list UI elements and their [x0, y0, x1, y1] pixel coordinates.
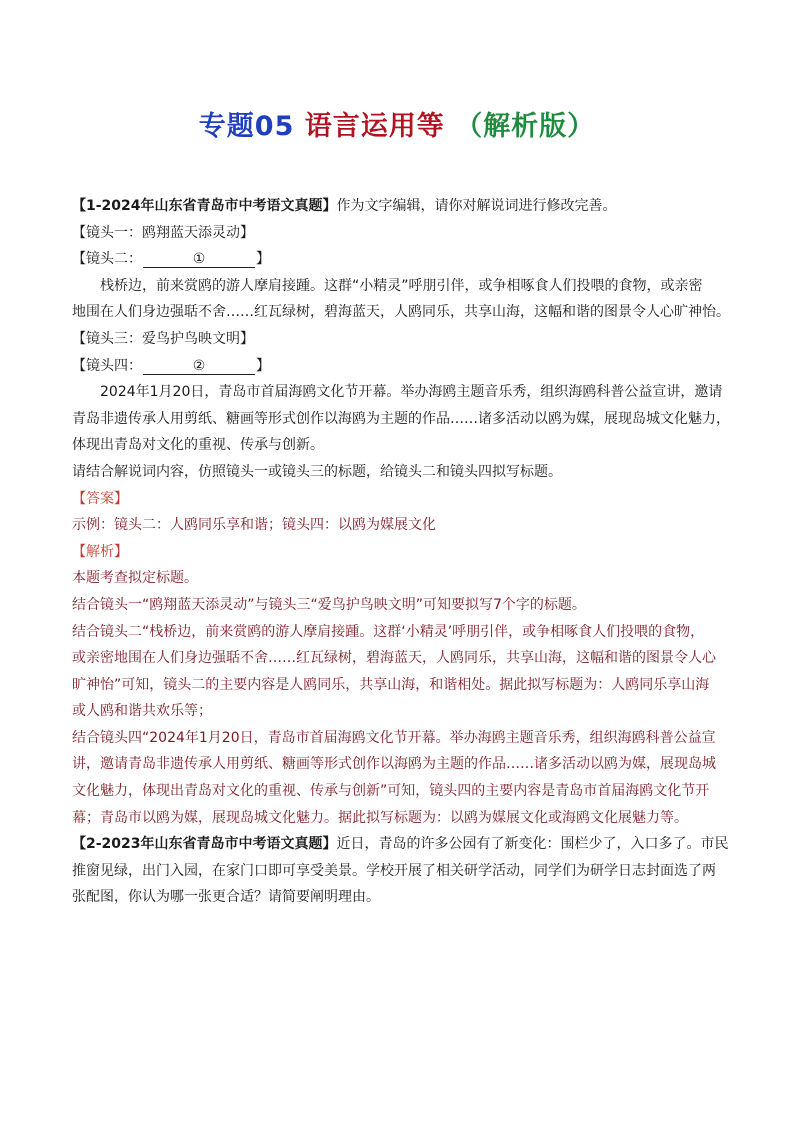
q2-source: 2-2023年山东省青岛市中考语文真题 [86, 836, 323, 853]
analysis-line-8: 讲，邀请青岛非遗传承人用剪纸、糖画等形式创作以海鸥为主题的作品……诸多活动以鸥为媒，展现岛城 [72, 756, 716, 773]
q1-bracket-close: 】 [322, 198, 337, 214]
shot1-title: 【镜头一：鸥翔蓝天添灵动】 [72, 224, 254, 241]
shot2-suffix: 】 [256, 251, 270, 268]
q1-prompt: 作为文字编辑，请你对解说词进行修改完善。 [336, 198, 617, 214]
title-edition: （解析版） [455, 111, 596, 142]
shot4-text-line-2: 青岛非遗传承人用剪纸、糖画等形式创作以海鸥为主题的作品……诸多活动以鸥为媒，展现岛城文化魅力， [72, 410, 730, 427]
answer-text: 示例：镜头二：人鸥同乐享和谐；镜头四：以鸥为媒展文化 [72, 517, 436, 534]
q1-bracket-open: 【 [72, 198, 86, 214]
analysis-line-2: 结合镜头一“鸥翔蓝天添灵动”与镜头三“爱鸟护鸟映文明”可知要拟写7个字的标题。 [72, 596, 586, 613]
analysis-label: 【解析】 [72, 543, 128, 560]
analysis-line-6: 或人鸥和谐共欢乐等； [72, 703, 212, 720]
shot2-text-line-1: 栈桥边，前来赏鸥的游人摩肩接踵。这群“小精灵”呼朋引伴，或争相啄食人们投喂的食物，或亲密 [100, 277, 703, 294]
q1-source: 1-2024年山东省青岛市中考语文真题 [86, 198, 323, 214]
analysis-line-7: 结合镜头四“2024年1月20日，青岛市首届海鸥文化节开幕。举办海鸥主题音乐秀，组织海鸥科普公益宣 [72, 729, 716, 746]
analysis-line-5: 旷神怡”可知，镜头二的主要内容是人鸥同乐，共享山海，和谐相处。据此拟写标题为：人鸥同乐享山海 [72, 676, 710, 693]
q1-header [72, 193, 732, 220]
q2-text-line-2: 推窗见绿，出门入园，在家门口即可享受美景。学校开展了相关研学活动，同学们为研学日志封面选了两 [72, 862, 716, 879]
answer-label: 【答案】 [72, 490, 128, 507]
shot4-title [72, 353, 732, 380]
analysis-line-3: 结合镜头二“栈桥边，前来赏鸥的游人摩肩接踵。这群‘小精灵’呼朋引伴，或争相啄食人们投喂的食物， [72, 623, 705, 640]
q2-bracket-open: 【 [72, 836, 86, 853]
shot4-prefix: 【镜头四： [72, 357, 142, 374]
shot3-title: 【镜头三：爱鸟护鸟映文明】 [72, 330, 254, 347]
title-topic-number: 专题05 [198, 111, 295, 142]
analysis-line-4: 或亲密地围在人们身边强聒不舍……红瓦绿树，碧海蓝天，人鸥同乐，共享山海，这幅和谐的图景令人心 [72, 650, 716, 667]
blank-2: ② [143, 358, 255, 375]
shot4-text-line-3: 体现出青岛对文化的重视、传承与创新。 [72, 437, 324, 454]
q2-text-line-1: 近日，青岛的许多公园有了新变化：围栏少了，入口多了。市民 [336, 836, 729, 853]
shot2-text-line-2: 地围在人们身边强聒不舍……红瓦绿树，碧海蓝天，人鸥同乐，共享山海，这幅和谐的图景令人心旷神怡。 [72, 304, 730, 321]
shot4-suffix: 】 [256, 357, 270, 374]
analysis-line-1: 本题考查拟定标题。 [72, 570, 198, 587]
q2-header [72, 831, 732, 858]
document-body [72, 193, 732, 911]
analysis-line-9: 文化魅力，体现出青岛对文化的重视、传承与创新”可知，镜头四的主要内容是青岛市首届海鸥文化节开 [72, 783, 710, 800]
blank-1: ① [143, 251, 255, 268]
page-title [0, 104, 794, 143]
q2-bracket-close: 】 [322, 836, 337, 853]
q2-text-line-3: 张配图，你认为哪一张更合适？请简要阐明理由。 [72, 889, 380, 906]
shot2-title [72, 246, 732, 273]
shot4-text-line-1: 2024年1月20日，青岛市首届海鸥文化节开幕。举办海鸥主题音乐秀，组织海鸥科普公益宣讲，邀请 [100, 384, 723, 401]
q1-question: 请结合解说词内容，仿照镜头一或镜头三的标题，给镜头二和镜头四拟写标题。 [72, 463, 562, 480]
title-subject: 语言运用等 [304, 111, 445, 142]
shot2-prefix: 【镜头二： [72, 251, 142, 268]
analysis-line-10: 幕；青岛市以鸥为媒，展现岛城文化魅力。据此拟写标题为：以鸥为媒展文化或海鸥文化展魅力等。 [72, 809, 688, 826]
